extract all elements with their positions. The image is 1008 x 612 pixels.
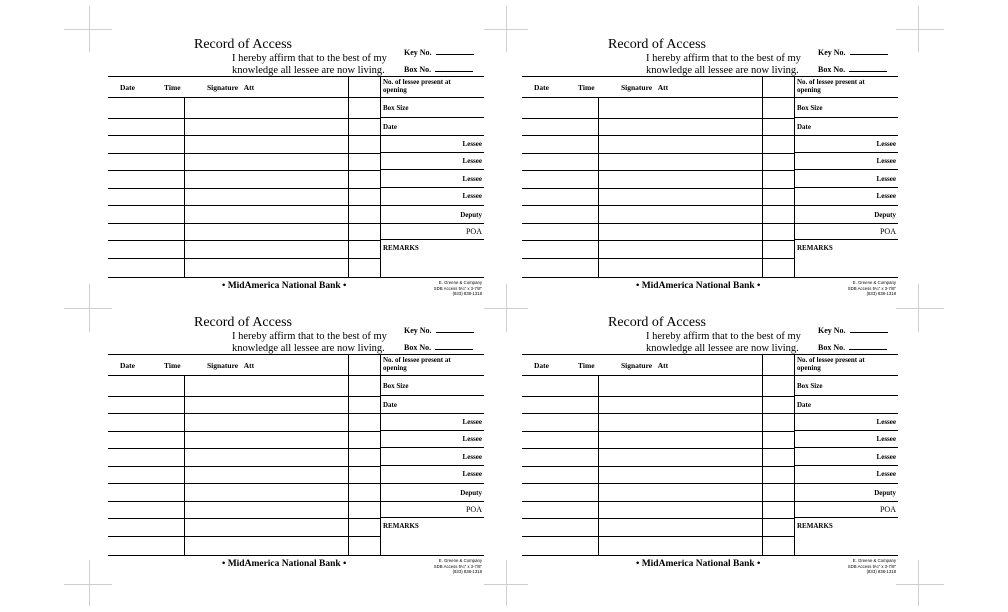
printer-line: SDB Access 5¼" x 3-7/8" xyxy=(847,563,896,569)
box-no-label: Box No. xyxy=(818,65,846,74)
key-no-field[interactable] xyxy=(818,46,888,57)
deputy-label: Deputy xyxy=(874,489,896,497)
key-no-blank[interactable] xyxy=(850,324,888,333)
box-no-field[interactable] xyxy=(404,341,473,352)
deputy-label: Deputy xyxy=(460,211,482,219)
box-size-label: Box Size xyxy=(383,104,409,112)
crop-mark xyxy=(918,560,919,606)
table-border-bottom xyxy=(522,555,898,556)
printer-line: SDB Access 5¼" x 3-7/8" xyxy=(847,285,896,291)
box-no-blank[interactable] xyxy=(435,63,473,72)
header-time: Time xyxy=(578,361,595,370)
panel-row-line xyxy=(380,430,484,431)
header-att-label: Att xyxy=(243,83,255,92)
panel-row-line xyxy=(794,517,898,518)
panel-row-line xyxy=(380,483,484,484)
column-divider xyxy=(348,355,349,555)
entry-row-line xyxy=(522,501,794,502)
entry-row-line xyxy=(522,188,794,189)
box-size-label: Box Size xyxy=(383,382,409,390)
panel-date-label: Date xyxy=(797,401,811,409)
header-signature-label: Signature xyxy=(207,83,239,92)
column-divider xyxy=(184,97,185,277)
box-size-label: Box Size xyxy=(797,104,823,112)
printer-line: (833) 838-1318 xyxy=(866,569,896,574)
header-signature xyxy=(207,361,254,370)
crop-mark xyxy=(506,6,507,52)
panel-row-line xyxy=(380,187,484,188)
table-border-bottom xyxy=(108,555,484,556)
entry-row-line xyxy=(108,97,380,98)
crop-mark xyxy=(896,584,944,585)
entry-row-line xyxy=(108,536,380,537)
header-time: Time xyxy=(164,83,181,92)
lessee-label: Lessee xyxy=(876,435,896,443)
remarks-label: REMARKS xyxy=(383,244,419,252)
panel-row-line xyxy=(794,375,898,376)
entry-row-line xyxy=(522,240,794,241)
bank-name: • MidAmerica National Bank • xyxy=(222,281,347,291)
printer-line: (833) 838-1318 xyxy=(452,569,482,574)
printer-line: E. Greene & Company xyxy=(438,558,482,563)
entry-row-line xyxy=(108,205,380,206)
access-card-bottom-left xyxy=(108,314,484,586)
panel-row-line xyxy=(380,117,484,118)
panel-row-line xyxy=(380,169,484,170)
affirmation-text: I hereby affirm that to the best of my knowledge all lessee are now living. xyxy=(646,331,801,354)
header-signature-label: Signature xyxy=(207,361,239,370)
entry-row-line xyxy=(522,170,794,171)
entry-row-line xyxy=(522,466,794,467)
crop-mark xyxy=(89,284,90,332)
box-no-field[interactable] xyxy=(818,63,887,74)
entry-row-line xyxy=(108,431,380,432)
lessee-label: Lessee xyxy=(876,175,896,183)
column-divider xyxy=(762,77,763,277)
entry-row-line xyxy=(108,396,380,397)
panel-row-line xyxy=(794,169,898,170)
box-no-blank[interactable] xyxy=(849,63,887,72)
lessee-label: Lessee xyxy=(462,175,482,183)
entry-row-line xyxy=(108,518,380,519)
panel-row-line xyxy=(380,447,484,448)
box-no-blank[interactable] xyxy=(849,341,887,350)
panel-row-line xyxy=(794,187,898,188)
card-title: Record of Access xyxy=(608,37,706,52)
printer-line: E. Greene & Company xyxy=(852,280,896,285)
deputy-label: Deputy xyxy=(874,211,896,219)
entry-row-line xyxy=(522,223,794,224)
lessee-label: Lessee xyxy=(462,192,482,200)
entry-row-line xyxy=(522,205,794,206)
entry-row-line xyxy=(108,223,380,224)
panel-row-line xyxy=(794,430,898,431)
printer-line: E. Greene & Company xyxy=(438,280,482,285)
table-border-top xyxy=(108,354,484,355)
printer-line: E. Greene & Company xyxy=(852,558,896,563)
panel-row-line xyxy=(380,375,484,376)
crop-mark xyxy=(918,284,919,332)
crop-mark xyxy=(896,29,944,30)
panel-row-line xyxy=(380,152,484,153)
lessee-label: Lessee xyxy=(876,192,896,200)
poa-label: POA xyxy=(465,227,482,236)
remarks-label: REMARKS xyxy=(383,522,419,530)
table-border-top xyxy=(522,76,898,77)
entry-row-line xyxy=(522,396,794,397)
entry-row-line xyxy=(522,413,794,414)
key-no-field[interactable] xyxy=(404,324,474,335)
access-card-top-left xyxy=(108,36,484,308)
panel-row-line xyxy=(794,413,898,414)
column-divider xyxy=(794,77,795,277)
column-divider xyxy=(762,355,763,555)
header-date: Date xyxy=(120,361,135,370)
affirmation-text: I hereby affirm that to the best of my knowledge all lessee are now living. xyxy=(646,53,801,76)
entry-row-line xyxy=(522,518,794,519)
entry-row-line xyxy=(108,135,380,136)
table-border-bottom xyxy=(522,277,898,278)
lessee-label: Lessee xyxy=(462,470,482,478)
table-border-bottom xyxy=(108,277,484,278)
access-card-top-right xyxy=(522,36,898,308)
entry-row-line xyxy=(522,448,794,449)
crop-mark xyxy=(64,308,112,309)
entry-row-line xyxy=(108,466,380,467)
panel-row-line xyxy=(794,117,898,118)
header-signature-label: Signature xyxy=(621,361,653,370)
crop-mark xyxy=(506,560,507,606)
lessee-label: Lessee xyxy=(876,453,896,461)
entry-row-line xyxy=(108,258,380,259)
panel-row-line xyxy=(794,465,898,466)
column-divider xyxy=(380,77,381,277)
lessee-label: Lessee xyxy=(876,140,896,148)
poa-label: POA xyxy=(879,227,896,236)
printer-line: (833) 838-1318 xyxy=(452,291,482,296)
panel-row-line xyxy=(794,483,898,484)
lessees-present-label: No. of lessee present at opening xyxy=(797,356,865,372)
header-att-label: Att xyxy=(657,361,669,370)
panel-row-line xyxy=(794,395,898,396)
panel-row-line xyxy=(794,97,898,98)
entry-row-line xyxy=(522,483,794,484)
panel-row-line xyxy=(794,223,898,224)
panel-row-line xyxy=(794,135,898,136)
entry-row-line xyxy=(108,240,380,241)
panel-row-line xyxy=(380,239,484,240)
entry-row-line xyxy=(522,375,794,376)
entry-row-line xyxy=(108,483,380,484)
key-no-field[interactable] xyxy=(818,324,888,335)
column-divider xyxy=(598,375,599,555)
lessee-label: Lessee xyxy=(876,157,896,165)
box-no-label: Box No. xyxy=(404,65,432,74)
entry-row-line xyxy=(522,135,794,136)
deputy-label: Deputy xyxy=(460,489,482,497)
header-date: Date xyxy=(534,361,549,370)
box-no-label: Box No. xyxy=(404,343,432,352)
lessee-label: Lessee xyxy=(462,453,482,461)
column-divider xyxy=(794,355,795,555)
key-no-blank[interactable] xyxy=(436,46,474,55)
panel-row-line xyxy=(380,395,484,396)
lessee-label: Lessee xyxy=(462,157,482,165)
crop-mark xyxy=(918,6,919,52)
printer-info xyxy=(434,280,482,297)
bank-name: • MidAmerica National Bank • xyxy=(222,559,347,569)
panel-date-label: Date xyxy=(383,401,397,409)
key-no-label: Key No. xyxy=(404,48,432,57)
lessees-present-label: No. of lessee present at opening xyxy=(383,78,451,94)
column-divider xyxy=(184,375,185,555)
key-no-label: Key No. xyxy=(404,326,432,335)
box-no-field[interactable] xyxy=(404,63,473,74)
entry-row-line xyxy=(522,118,794,119)
entry-row-line xyxy=(108,375,380,376)
panel-row-line xyxy=(380,465,484,466)
panel-row-line xyxy=(380,97,484,98)
header-date: Date xyxy=(120,83,135,92)
entry-row-line xyxy=(522,536,794,537)
box-size-label: Box Size xyxy=(797,382,823,390)
column-divider xyxy=(380,355,381,555)
header-signature xyxy=(207,83,254,92)
panel-date-label: Date xyxy=(383,123,397,131)
key-no-field[interactable] xyxy=(404,46,474,57)
access-card-bottom-right xyxy=(522,314,898,586)
column-divider xyxy=(598,97,599,277)
card-title: Record of Access xyxy=(608,315,706,330)
entry-row-line xyxy=(108,188,380,189)
box-no-field[interactable] xyxy=(818,341,887,352)
key-no-label: Key No. xyxy=(818,326,846,335)
key-no-blank[interactable] xyxy=(436,324,474,333)
affirmation-text: I hereby affirm that to the best of my knowledge all lessee are now living. xyxy=(232,331,387,354)
header-att-label: Att xyxy=(657,83,669,92)
crop-mark xyxy=(506,284,507,332)
box-no-label: Box No. xyxy=(818,343,846,352)
panel-row-line xyxy=(380,223,484,224)
lessee-label: Lessee xyxy=(876,470,896,478)
box-no-blank[interactable] xyxy=(435,341,473,350)
crop-mark xyxy=(64,29,112,30)
crop-mark xyxy=(89,6,90,52)
crop-mark xyxy=(64,584,112,585)
poa-label: POA xyxy=(879,505,896,514)
panel-row-line xyxy=(380,205,484,206)
table-border-top xyxy=(522,354,898,355)
table-border-top xyxy=(108,76,484,77)
poa-label: POA xyxy=(465,505,482,514)
panel-row-line xyxy=(794,447,898,448)
remarks-label: REMARKS xyxy=(797,522,833,530)
panel-row-line xyxy=(794,205,898,206)
affirmation-text: I hereby affirm that to the best of my knowledge all lessee are now living. xyxy=(232,53,387,76)
entry-row-line xyxy=(108,413,380,414)
remarks-label: REMARKS xyxy=(797,244,833,252)
bank-name: • MidAmerica National Bank • xyxy=(636,281,761,291)
lessee-label: Lessee xyxy=(462,418,482,426)
header-att-label: Att xyxy=(243,361,255,370)
card-title: Record of Access xyxy=(194,315,292,330)
panel-date-label: Date xyxy=(797,123,811,131)
header-signature xyxy=(621,83,668,92)
printer-line: SDB Access 5¼" x 3-7/8" xyxy=(433,563,482,569)
printer-info xyxy=(848,280,896,297)
key-no-label: Key No. xyxy=(818,48,846,57)
lessees-present-label: No. of lessee present at opening xyxy=(383,356,451,372)
entry-row-line xyxy=(522,431,794,432)
crop-mark xyxy=(896,308,944,309)
printer-line: (833) 838-1318 xyxy=(866,291,896,296)
printer-info xyxy=(848,558,896,575)
printer-info xyxy=(434,558,482,575)
entry-row-line xyxy=(108,448,380,449)
header-time: Time xyxy=(164,361,181,370)
panel-row-line xyxy=(794,239,898,240)
entry-row-line xyxy=(108,501,380,502)
crop-mark xyxy=(89,560,90,606)
panel-row-line xyxy=(380,413,484,414)
panel-row-line xyxy=(380,517,484,518)
entry-row-line xyxy=(522,97,794,98)
header-time: Time xyxy=(578,83,595,92)
entry-row-line xyxy=(108,170,380,171)
lessee-label: Lessee xyxy=(462,140,482,148)
panel-row-line xyxy=(794,152,898,153)
entry-row-line xyxy=(108,118,380,119)
entry-row-line xyxy=(522,153,794,154)
header-signature xyxy=(621,361,668,370)
key-no-blank[interactable] xyxy=(850,46,888,55)
header-date: Date xyxy=(534,83,549,92)
entry-row-line xyxy=(108,153,380,154)
header-signature-label: Signature xyxy=(621,83,653,92)
printer-line: SDB Access 5¼" x 3-7/8" xyxy=(433,285,482,291)
panel-row-line xyxy=(794,501,898,502)
lessee-label: Lessee xyxy=(462,435,482,443)
bank-name: • MidAmerica National Bank • xyxy=(636,559,761,569)
column-divider xyxy=(348,77,349,277)
panel-row-line xyxy=(380,501,484,502)
lessee-label: Lessee xyxy=(876,418,896,426)
card-title: Record of Access xyxy=(194,37,292,52)
panel-row-line xyxy=(380,135,484,136)
lessees-present-label: No. of lessee present at opening xyxy=(797,78,865,94)
entry-row-line xyxy=(522,258,794,259)
